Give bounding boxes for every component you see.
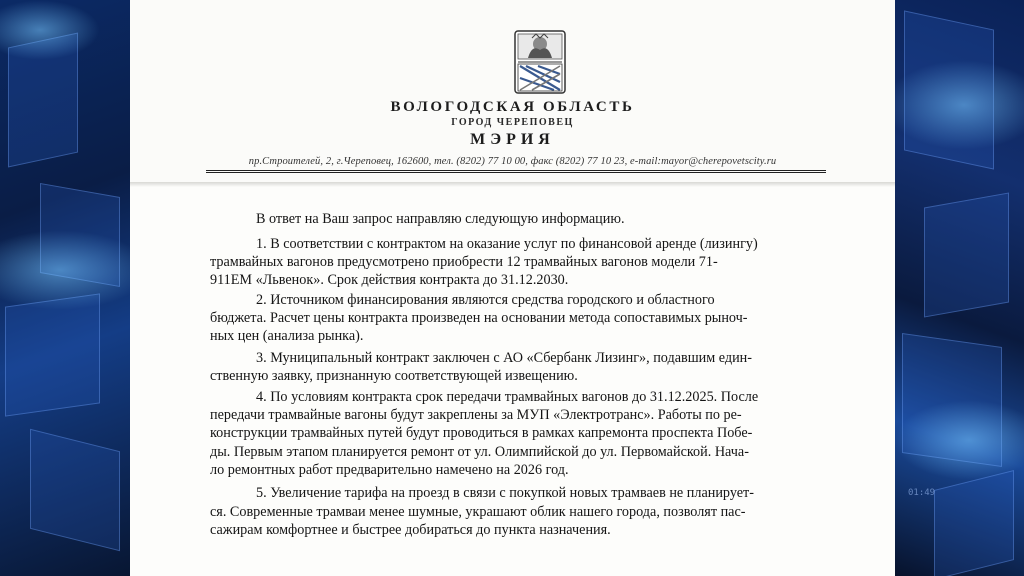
scanned-letter [130,0,895,576]
letter-line: 2. Источником финансирования являются средства городского и областного [256,292,715,308]
letter-line: ды. Первым этапом планируется ремонт от ул. Олимпийской до ул. Первомайской. Нача- [210,444,749,460]
letter-line: конструкции трамвайных путей будут проводиться в рамках капремонта проспекта Побе- [210,425,753,441]
letter-line: ло ремонтных работ предварительно намечено на 2026 год. [210,462,569,478]
letter-line: В ответ на Ваш запрос направляю следующую информацию. [256,211,625,227]
header-fold-shadow [130,182,895,187]
header-rule [206,170,826,171]
background-left-panel [0,0,130,576]
office-title: МЭРИЯ [470,131,555,148]
letter-line: трамвайных вагонов предусмотрено приобрести 12 трамвайных вагонов модели 71- [210,254,718,270]
letter-line: ственную заявку, признанную соответствующей извещению. [210,368,578,384]
city-title: ГОРОД ЧЕРЕПОВЕЦ [451,117,574,128]
letter-line: сажирам комфортнее и быстрее добираться до пункта назначения. [210,522,611,538]
letter-line: передачи трамвайные вагоны будут закреплены за МУП «Электротранс». Работы по ре- [210,407,742,423]
letter-line: ся. Современные трамваи менее шумные, украшают облик нашего города, позволят пас- [210,504,746,520]
coat-of-arms-icon [514,30,566,94]
letter-line: бюджета. Расчет цены контракта произведен на основании метода сопоставимых рыноч- [210,310,748,326]
background-digits: 01:49 [908,488,936,498]
background-right-panel [894,0,1024,576]
letter-line: 4. По условиям контракта срок передачи трамвайных вагонов до 31.12.2025. После [256,389,759,405]
contact-address: пр.Строителей, 2, г.Череповец, 162600, тел. (8202) 77 10 00, факс (8202) 77 10 23, e-mail:mayor@cherepovetscity.ru [248,156,777,167]
letter-line: 1. В соответствии с контрактом на оказание услуг по финансовой аренде (лизингу) [256,236,758,252]
letterhead [130,0,895,182]
letter-line: 3. Муниципальный контракт заключен с АО «Сбербанк Лизинг», подавшим един- [256,350,752,366]
letter-line: ных цен (анализа рынка). [210,328,364,344]
header-rule-secondary [206,172,826,173]
letter-line: 911ЕМ «Львенок». Срок действия контракта до 31.12.2030. [210,272,569,288]
letter-line: 5. Увеличение тарифа на проезд в связи с покупкой новых трамваев не планирует- [256,485,754,501]
region-title: ВОЛОГОДСКАЯ ОБЛАСТЬ [390,99,635,115]
